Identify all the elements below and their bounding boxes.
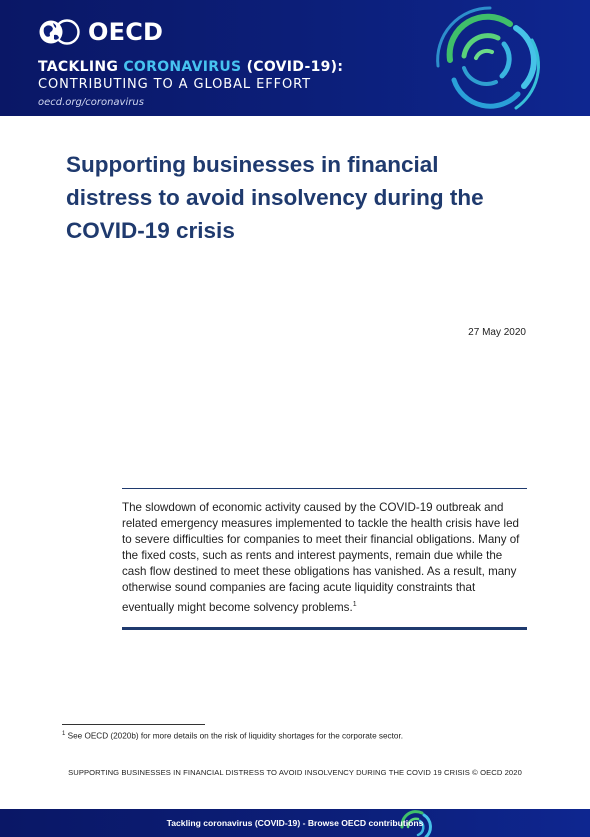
- publication-date: 27 May 2020: [468, 327, 526, 338]
- site-link[interactable]: oecd.org/coronavirus: [38, 97, 144, 108]
- tagline-suffix: (COVID-19):: [241, 59, 344, 75]
- tagline-prefix: TACKLING: [38, 59, 124, 75]
- bottom-banner[interactable]: [0, 809, 590, 837]
- footnote-text: See OECD (2020b) for more details on the risk of liquidity shortages for the corporate sector.: [65, 731, 404, 741]
- footnote-reference[interactable]: 1: [352, 600, 357, 608]
- footnote: [62, 731, 403, 741]
- header-banner: [0, 0, 590, 116]
- bottom-banner-link[interactable]: Tackling coronavirus (COVID-19) - Browse OECD contributions: [166, 818, 424, 828]
- tagline-highlight: CORONAVIRUS: [123, 59, 242, 75]
- tagline-secondary: CONTRIBUTING TO A GLOBAL EFFORT: [38, 77, 311, 92]
- running-footer: SUPPORTING BUSINESSES IN FINANCIAL DISTRESS TO AVOID INSOLVENCY DURING THE COVID 19 CRISIS © OECD 2020: [68, 768, 522, 777]
- footnote-divider: [62, 724, 205, 725]
- oecd-logo[interactable]: [38, 18, 163, 46]
- footnote-mark: 1: [62, 731, 66, 737]
- logo-wordmark: OECD: [88, 18, 164, 46]
- coronavirus-graphic-icon: [420, 0, 590, 116]
- tagline-primary: [38, 59, 343, 75]
- abstract-box: [122, 488, 527, 630]
- abstract-text: The slowdown of economic activity caused by the COVID-19 outbreak and related emergency measures implemented to tackle the health crisis have led to severe difficulties for companies to meet their financial obligations. Many of the fixed costs, such as rents and interest payments, remain due while the cash flow destined to meet these obligations has vanished. As a result, many otherwise sound companies are facing acute liquidity constraints that eventually might become solvency problems.: [122, 501, 520, 614]
- document-title: Supporting businesses in financial distress to avoid insolvency during the COVID-19 crisis: [66, 152, 484, 243]
- oecd-globe-icon: [38, 18, 84, 46]
- abstract-paragraph: [122, 500, 527, 616]
